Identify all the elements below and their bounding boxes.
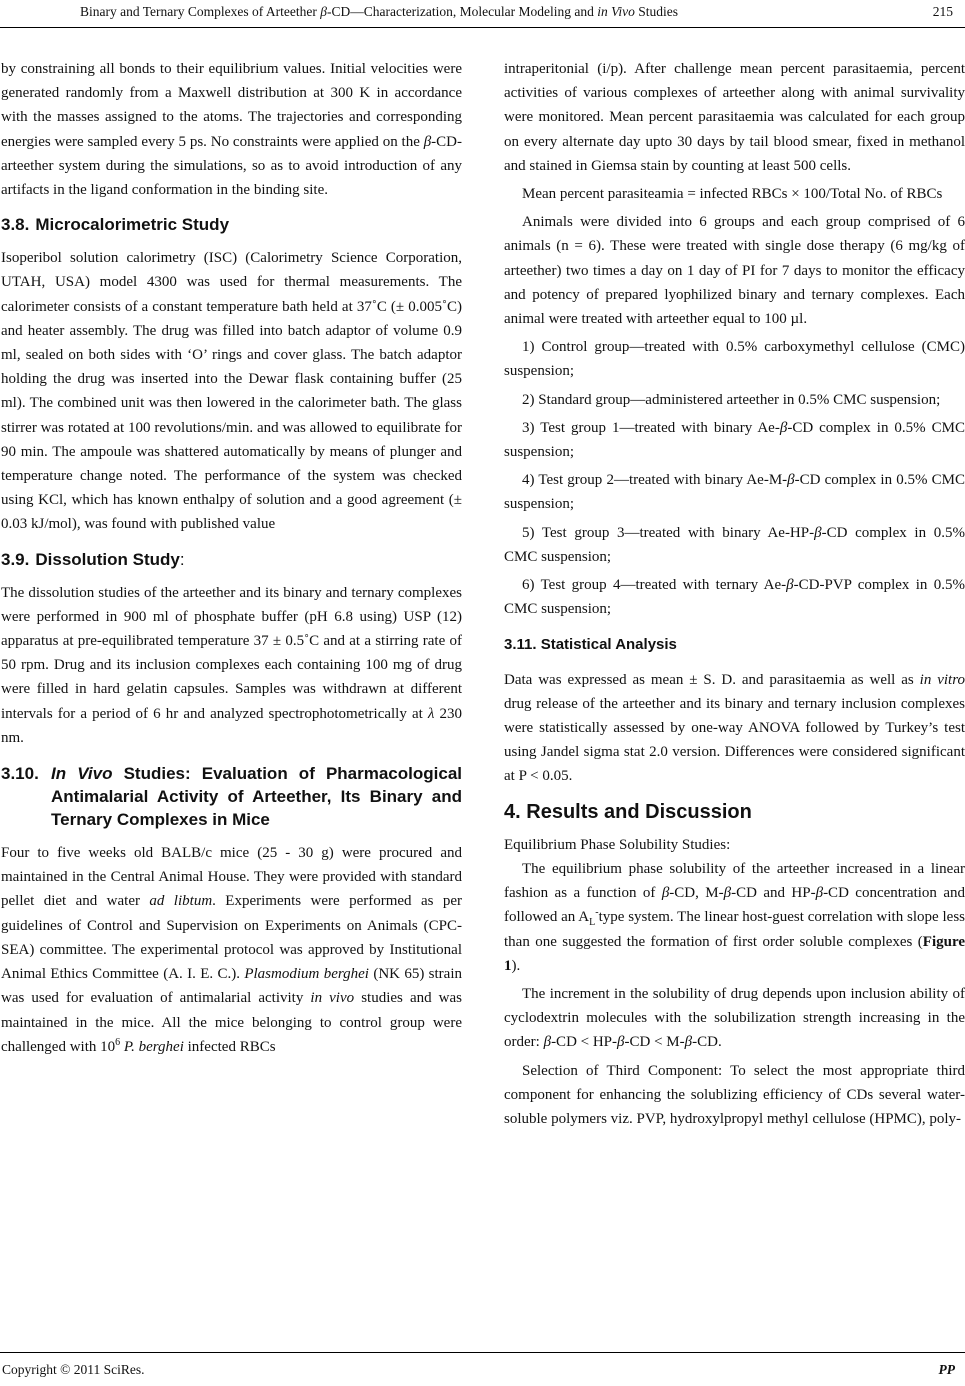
paragraph: The increment in the solubility of drug depends upon inclusion ability of cyclodextrin molecules with the solubilization strength increasing in the order: β-CD < HP-β-CD < M-β-CD. <box>504 985 965 1051</box>
right-column <box>504 57 965 1131</box>
running-title-part: Binary and Ternary Complexes of Arteether <box>80 4 321 19</box>
paragraph: Selection of Third Component: To select the most appropriate third component for enhancing the solublizing efficiency of CDs several water-soluble polymers viz. PVP, hydroxylpropyl methyl cellulose (HPMC), poly- <box>504 1062 965 1127</box>
copyright-notice: Copyright © 2011 SciRes. <box>2 1362 145 1377</box>
running-title <box>80 4 678 20</box>
paragraph: Animals were divided into 6 groups and each group comprised of 6 animals (n = 6). These were treated with single dose therapy (6 mg/kg of arteether) two times a day on 1 day of PI for 7 days to monitor the efficacy and potency of prepared lyophilized binary and ternary complexes. Each animal were treated with arteether equal to 100 µl. <box>504 214 965 328</box>
footer-divider <box>0 1352 965 1353</box>
running-title-part: -CD—Characterization, Molecular Modeling and <box>326 4 598 19</box>
group-item-4: 4) Test group 2—treated with binary Ae-M-β-CD complex in 0.5% CMC suspension; <box>504 472 965 513</box>
journal-abbrev: PP <box>938 1362 955 1377</box>
formula-paragraph: Mean percent parasiteamia = infected RBCs × 100/Total No. of RBCs <box>522 186 943 203</box>
paragraph: Equilibrium Phase Solubility Studies: <box>504 836 731 853</box>
paragraph: by constraining all bonds to their equilibrium values. Initial velocities were generated randomly from a Maxwell distribution at 300 K in accordance with the masses assigned to the atoms. The trajectories and corresponding energies were sampled every 5 ps. No constraints were applied on the β-CD-arteether system during the simulations, so as to avoid introduction of any artifacts in the ligand conformation in the binding site. <box>1 61 462 199</box>
running-title-beta: β <box>320 4 327 19</box>
paragraph: Data was expressed as mean ± S. D. and parasitaemia as well as in vitro drug release of the arteether and its binary and ternary inclusion complexes were statistically assessed by one-way ANOVA followed by Turkey’s test using Jandel sigma stat 2.0 version. Differences were considered significant at P < 0.05. <box>504 671 965 785</box>
section-heading-3-11: 3.11. Statistical Analysis <box>504 636 677 654</box>
section-heading-3-8: 3.8. Microcalorimetric Study <box>1 215 230 235</box>
group-item-6: 6) Test group 4—treated with ternary Ae-β-CD-PVP complex in 0.5% CMC suspension; <box>504 577 965 618</box>
group-item-2: 2) Standard group—administered arteether in 0.5% CMC suspension; <box>522 391 941 408</box>
group-item-1: 1) Control group—treated with 0.5% carboxymethyl cellulose (CMC) suspension; <box>504 339 965 380</box>
page-number: 215 <box>932 4 953 19</box>
group-item-3: 3) Test group 1—treated with binary Ae-β-CD complex in 0.5% CMC suspension; <box>504 419 965 461</box>
section-heading-3-9: 3.9. Dissolution Study: <box>1 549 185 569</box>
group-item-5: 5) Test group 3—treated with binary Ae-HP-β-CD complex in 0.5% CMC suspension; <box>504 524 965 565</box>
running-header <box>0 0 965 28</box>
paragraph: The dissolution studies of the arteether and its binary and ternary complexes were performed in 900 ml of phosphate buffer (pH 6.8 using) USP (12) apparatus at pre-equilibrated temperature 37 ± 0.5˚C and at a stirring rate of 50 rpm. Drug and its inclusion complexes each containing 100 mg of drug were filled in hard gelatin capsules. Samples was withdrawn at different intervals for a period of 6 hr and analyzed spectrophotometrically at λ 230 nm. <box>1 584 462 746</box>
figure-reference[interactable]: Figure 1 <box>504 933 965 974</box>
section-heading-3-10: 3.10. In Vivo Studies: Evaluation of Pharmacological Antimalarial Activity of Arteether, Its Binary and Ternary Complexes in Mice <box>1 764 462 830</box>
left-column <box>1 57 462 1059</box>
running-title-part: Studies <box>634 4 679 19</box>
paragraph: Isoperibol solution calorimetry (ISC) (Calorimetry Science Corporation, UTAH, USA) model 4300 was used for thermal measurements. The calorimeter consists of a constant temperature bath held at 37˚C (± 0.005˚C) and heater assembly. The drug was filled into batch adaptor of volume 0.9 ml, sealed on both sides with ‘O’ rings and cover glass. The batch adaptor holding the drug was inserted into the Dewar flask containing buffer (25 ml). The combined unit was then lowered in the calorimeter bath. The glass stirrer was rotated at 100 revolutions/min. and was allowed to equilibrate for 90 min. The ampoule was shattered automatically by means of plunger and temperature change noted. The performance of the system was checked using KCl, which has known enthalpy of solution and a good agreement (± 0.03 kJ/mol), was found with published value <box>1 250 462 533</box>
section-heading-4: 4. Results and Discussion <box>504 800 752 823</box>
paragraph: Four to five weeks old BALB/c mice (25 - 30 g) were procured and maintained in the Central Animal House. They were provided with standard pellet diet and water ad libtum. Experiments were performed as per guidelines of Control and Supervision on Experiments on Animals (CPC-SEA) committee. The experimental protocol was approved by Institutional Animal Ethics Committee (A. I. E. C.). Plasmodium berghei (NK 65) strain was used for evaluation of antimalarial activity in vivo studies and was maintained in the mice. All the mice belonging to control group were challenged with $10^6$ P. berghei infected RBCs <box>1 845 463 1055</box>
header-divider <box>0 27 965 28</box>
paragraph: The equilibrium phase solubility of the arteether increased in a linear fashion as a function of β-CD, M-β-CD and HP-β-CD concentration and followed an $A_L^-type$ system. The linear host-guest correlation with slope less than one suggested the formation of first order soluble complexes (Figure 1). <box>504 860 965 974</box>
paragraph: intraperitonial (i/p). After challenge mean percent parasitaemia, percent activities of various complexes of arteether along with animal survivality were monitored. Mean percent parasitaemia was calculated for each group on every alternate day upto 30 days by tail blood smear, fixed in methanol and stained in Giemsa stain by counting at least 500 cells. <box>504 61 965 174</box>
page-footer <box>0 1352 965 1386</box>
running-title-invivo: in Vivo <box>597 4 635 19</box>
